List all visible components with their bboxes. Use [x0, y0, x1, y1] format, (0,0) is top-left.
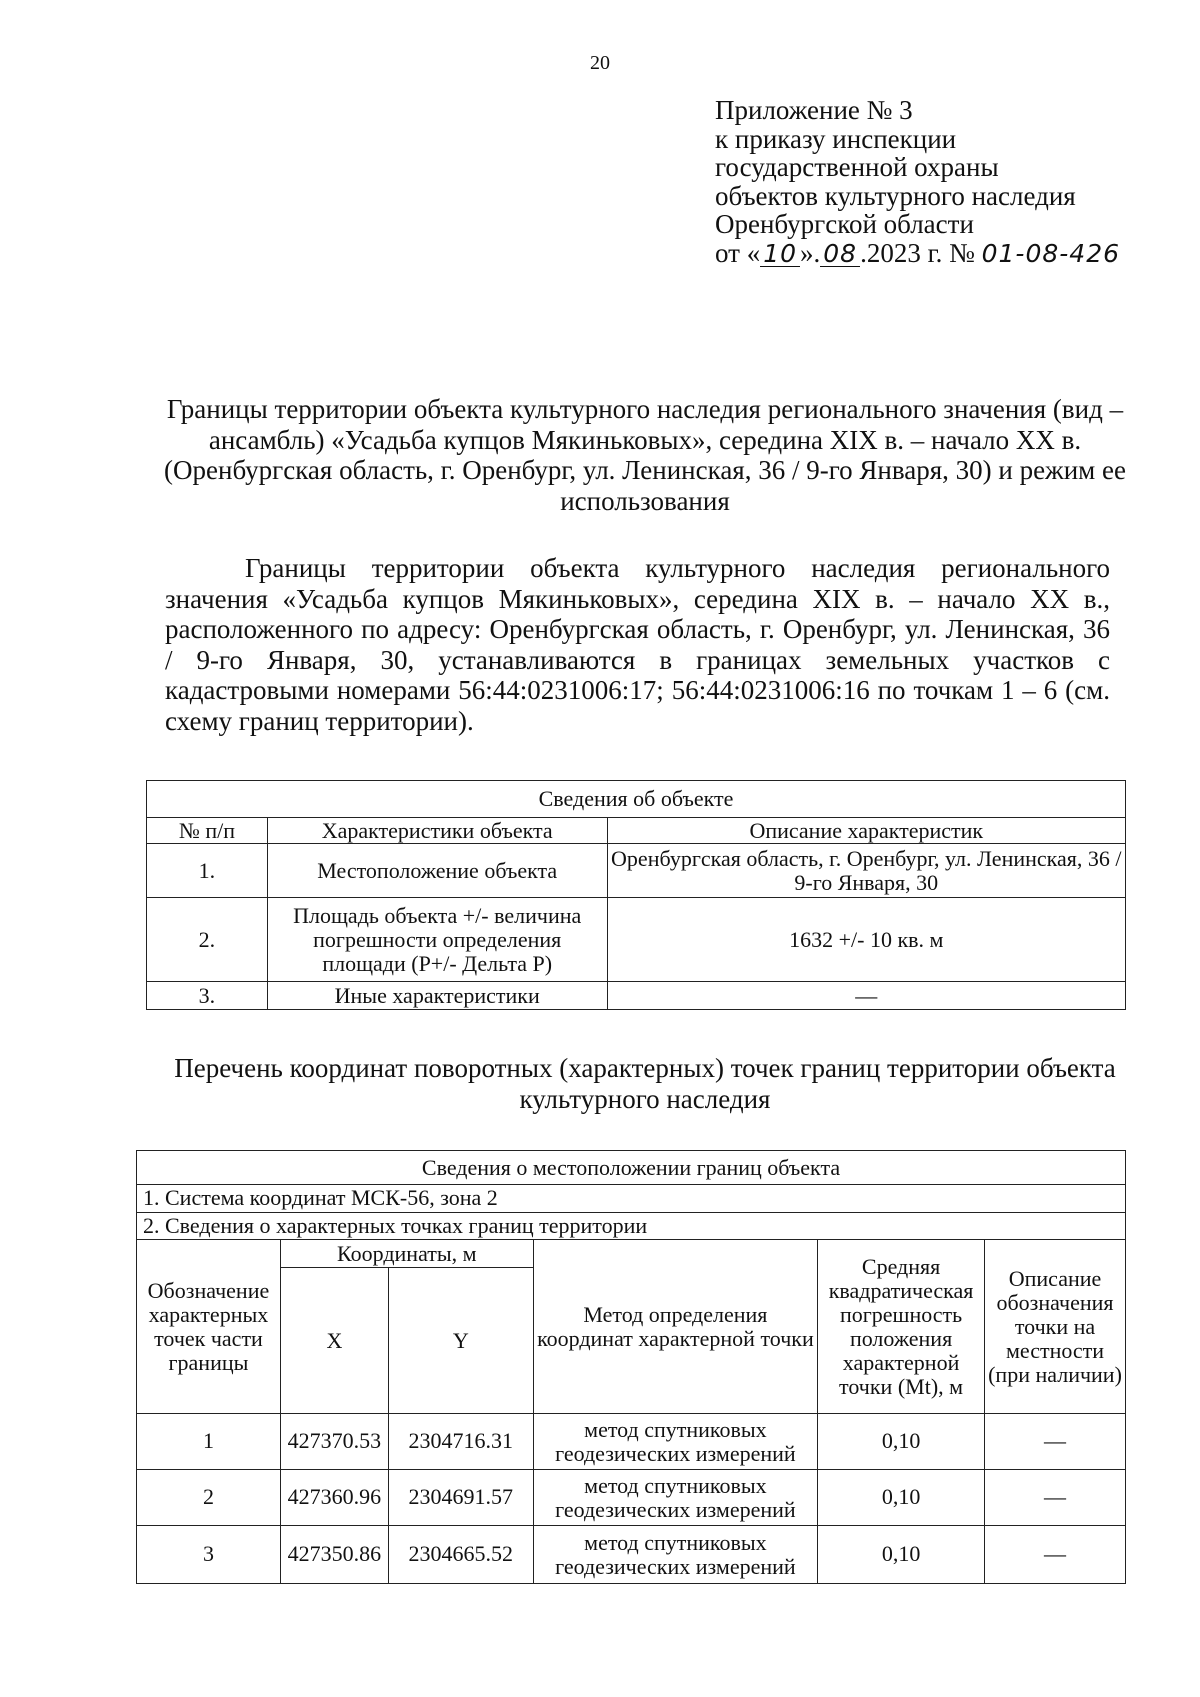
cell-name: Местоположение объекта: [267, 844, 607, 898]
column-header: Характеристики объекта: [267, 818, 607, 844]
cell-x: 427370.53: [280, 1414, 388, 1470]
date-separator: ».: [800, 237, 821, 268]
cell-x: 427350.86: [280, 1526, 388, 1584]
cell-num: 2.: [147, 898, 268, 982]
cell-point: 3: [137, 1526, 281, 1584]
year-text: .2023 г. №: [860, 237, 975, 268]
appendix-line: к приказу инспекции: [715, 123, 957, 154]
cell-point: 2: [137, 1470, 281, 1526]
header-designation: Обозначение характерных точек части границы: [137, 1240, 281, 1414]
object-info-table: [146, 780, 1126, 1010]
order-date-line: [715, 239, 1120, 269]
handwritten-order-number: 01-08-426: [981, 238, 1121, 268]
cell-method: метод спутниковых геодезических измерений: [533, 1414, 817, 1470]
intro-paragraph: Границы территории объекта культурного наследия регионального значения «Усадьба купцов Мякиньковых», середина XIX в. – начало XX в., расположенного по адресу: Оренбургская область, г. Оренбург, ул. Ленинская, 36 / 9-го Января, 30, устанавливаются в границах земельных участков с кадастровыми номерами 56:44:0231006:17; 56:44:0231006:16 по точкам 1 – 6 (см. схему границ территории).: [165, 553, 1110, 736]
header-description: Описание обозначения точки на местности (при наличии): [985, 1240, 1126, 1414]
header-coordinates: Координаты, м: [280, 1240, 533, 1268]
cell-desc: —: [985, 1526, 1126, 1584]
cell-desc: —: [607, 982, 1125, 1010]
cell-point: 1: [137, 1414, 281, 1470]
cell-num: 3.: [147, 982, 268, 1010]
cell-desc: —: [985, 1470, 1126, 1526]
column-header: № п/п: [147, 818, 268, 844]
table-row: [137, 1526, 1126, 1584]
cell-y: 2304665.52: [388, 1526, 533, 1584]
table-row: [147, 844, 1126, 898]
cell-name: Площадь объекта +/- величина погрешности определения площади (Р+/- Дельта Р): [267, 898, 607, 982]
header-x: X: [280, 1268, 388, 1414]
cell-method: метод спутниковых геодезических измерений: [533, 1470, 817, 1526]
cell-x: 427360.96: [280, 1470, 388, 1526]
cell-desc: Оренбургская область, г. Оренбург, ул. Ленинская, 36 / 9-го Января, 30: [607, 844, 1125, 898]
table-caption: Сведения об объекте: [147, 781, 1126, 818]
document-title: Границы территории объекта культурного наследия регионального значения (вид – ансамбль) «Усадьба купцов Мякиньковых», середина XIX в. – начало XX в. (Оренбургская область, г. Оренбург, ул. Ленинская, 36 / 9-го Января, 30) и режим ее использования: [164, 394, 1126, 516]
cell-y: 2304691.57: [388, 1470, 533, 1526]
appendix-line: Оренбургской области: [715, 209, 974, 239]
header-error: Средняя квадратическая погрешность положения характерной точки (Mt), м: [818, 1240, 985, 1414]
cell-desc: —: [985, 1414, 1126, 1470]
appendix-header: [715, 96, 1120, 268]
table-caption: Сведения о местоположении границ объекта: [137, 1151, 1126, 1185]
cell-method: метод спутниковых геодезических измерений: [533, 1526, 817, 1584]
column-header: Описание характеристик: [607, 818, 1125, 844]
coordinates-section-title: Перечень координат поворотных (характерных) точек границ территории объекта культурного наследия: [174, 1053, 1116, 1114]
appendix-line: объектов культурного наследия: [715, 180, 1076, 211]
points-info: 2. Сведения о характерных точках границ территории: [137, 1212, 1126, 1240]
header-method: Метод определения координат характерной точки: [533, 1240, 817, 1414]
appendix-line: государственной охраны: [715, 152, 999, 182]
header-y: Y: [388, 1268, 533, 1414]
cell-error: 0,10: [818, 1526, 985, 1584]
cell-name: Иные характеристики: [267, 982, 607, 1010]
handwritten-day: 10: [760, 242, 800, 267]
cell-error: 0,10: [818, 1470, 985, 1526]
cell-num: 1.: [147, 844, 268, 898]
date-prefix: от «: [715, 237, 761, 268]
page-number: 20: [590, 52, 610, 74]
cell-error: 0,10: [818, 1414, 985, 1470]
handwritten-month: 08: [820, 242, 860, 267]
coordinate-system: 1. Система координат МСК-56, зона 2: [137, 1185, 1126, 1213]
appendix-line: Приложение № 3: [715, 95, 913, 125]
table-row: [147, 982, 1126, 1010]
coordinates-table: [136, 1150, 1126, 1584]
table-row: [137, 1414, 1126, 1470]
cell-desc: 1632 +/- 10 кв. м: [607, 898, 1125, 982]
table-row: [147, 898, 1126, 982]
table-row: [137, 1470, 1126, 1526]
cell-y: 2304716.31: [388, 1414, 533, 1470]
